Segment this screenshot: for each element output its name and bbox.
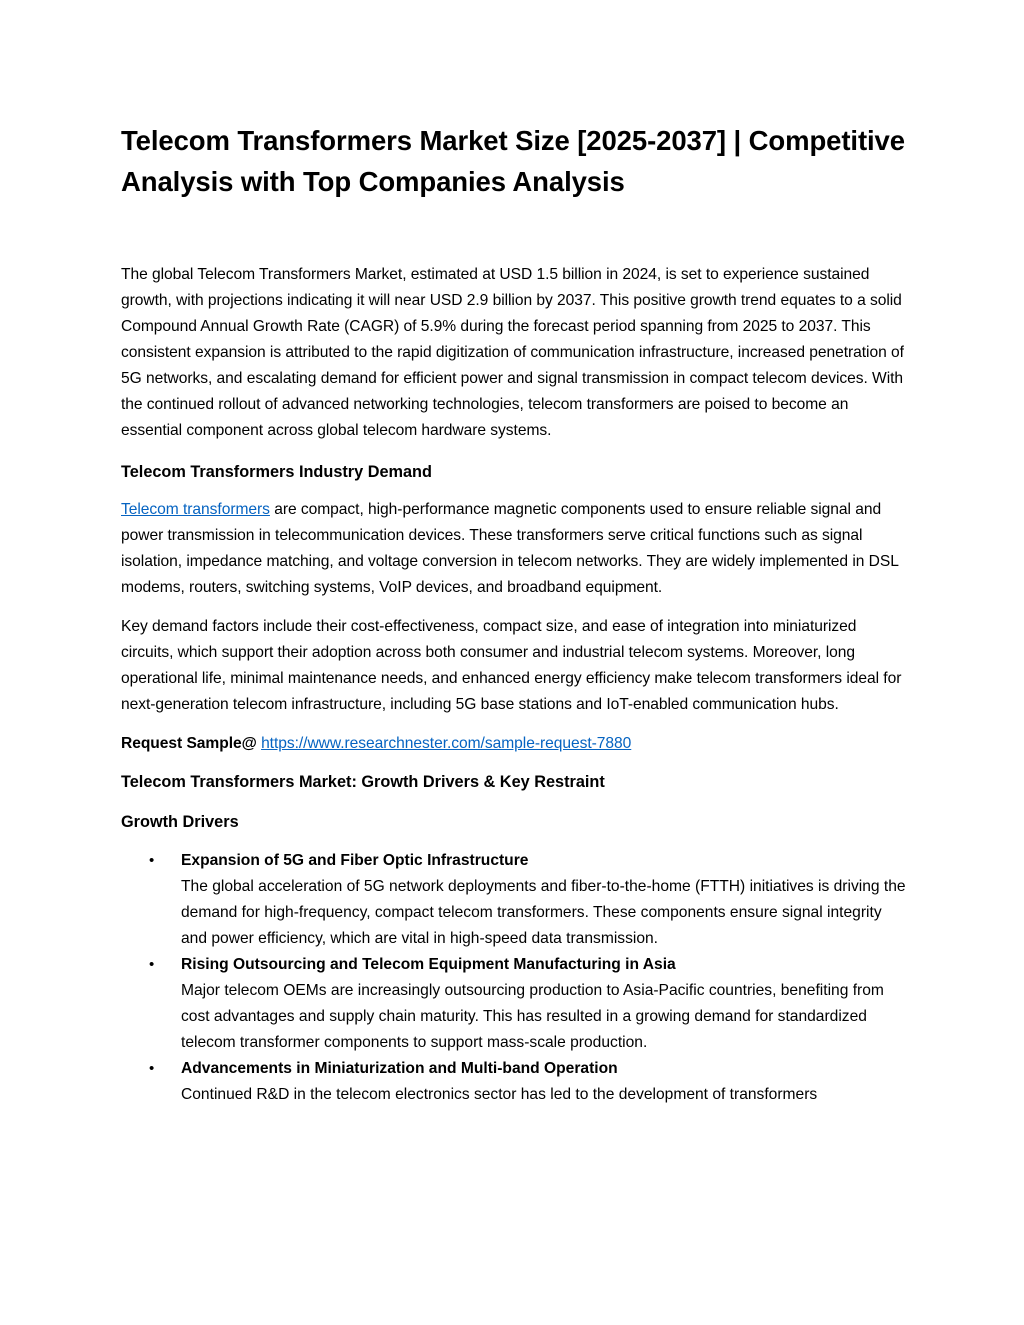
page-title: Telecom Transformers Market Size [2025-2037] | Competitive Analysis with Top Companies Analysis xyxy=(121,125,905,197)
list-item-title: Expansion of 5G and Fiber Optic Infrastructure xyxy=(181,852,529,869)
intro-paragraph: The global Telecom Transformers Market, estimated at USD 1.5 billion in 2024, is set to experience sustained growth, with projections indicating it will near USD 2.9 billion by 2037. This positive growth trend equates to a solid Compound Annual Growth Rate (CAGR) of 5.9% during the forecast period spanning from 2025 to 2037. This consistent expansion is attributed to the rapid digitization of communication infrastructure, increased penetration of 5G networks, and escalating demand for efficient power and signal transmission in compact telecom devices. With the continued rollout of advanced networking technologies, telecom transformers are poised to become an essential component across global telecom hardware systems. xyxy=(121,266,904,439)
list-item xyxy=(121,848,911,952)
document-page xyxy=(121,120,911,1108)
list-item-description: Major telecom OEMs are increasingly outsourcing production to Asia-Pacific countries, benefiting from cost advantages and supply chain maturity. This has resulted in a growing demand for standardized telecom transformer components to support mass-scale production. xyxy=(181,982,884,1051)
demand-paragraph-2: Key demand factors include their cost-effectiveness, compact size, and ease of integration into miniaturized circuits, which support their adoption across both consumer and industrial telecom systems. Moreover, long operational life, minimal maintenance needs, and enhanced energy efficiency make telecom transformers ideal for next-generation telecom infrastructure, including 5G base stations and IoT-enabled communication hubs. xyxy=(121,618,902,713)
list-item xyxy=(121,1056,911,1108)
demand-paragraph-1-text: are compact, high-performance magnetic components used to ensure reliable signal and power transmission in telecommunication devices. These transformers serve critical functions such as signal isolation, impedance matching, and voltage conversion in telecom networks. They are widely implemented in DSL modems, routers, switching systems, VoIP devices, and broadband equipment. xyxy=(121,501,899,596)
section-heading-demand: Telecom Transformers Industry Demand xyxy=(121,463,432,481)
list-item-title: Rising Outsourcing and Telecom Equipment Manufacturing in Asia xyxy=(181,956,676,973)
request-sample-label: Request Sample@ xyxy=(121,735,262,752)
bullet-icon: • xyxy=(149,956,155,973)
list-item-description: The global acceleration of 5G network deployments and fiber-to-the-home (FTTH) initiatives is driving the demand for high-frequency, compact telecom transformers. These components ensure signal integrity and power efficiency, which are vital in high-speed data transmission. xyxy=(181,878,906,947)
bullet-icon: • xyxy=(149,852,155,869)
list-item xyxy=(121,952,911,1056)
telecom-transformers-link[interactable]: Telecom transformers xyxy=(121,501,270,518)
bullet-icon: • xyxy=(149,1060,155,1077)
list-item-title: Advancements in Miniaturization and Multi-band Operation xyxy=(181,1060,618,1077)
demand-paragraph-1 xyxy=(121,497,911,601)
subsection-heading-growth: Growth Drivers xyxy=(121,813,239,831)
list-item-description: Continued R&D in the telecom electronics sector has led to the development of transformers xyxy=(181,1086,818,1103)
request-sample-link[interactable]: https://www.researchnester.com/sample-request-7880 xyxy=(261,735,632,752)
growth-drivers-list xyxy=(121,848,911,1108)
section-heading-drivers: Telecom Transformers Market: Growth Drivers & Key Restraint xyxy=(121,773,605,791)
request-sample-line xyxy=(121,731,911,757)
